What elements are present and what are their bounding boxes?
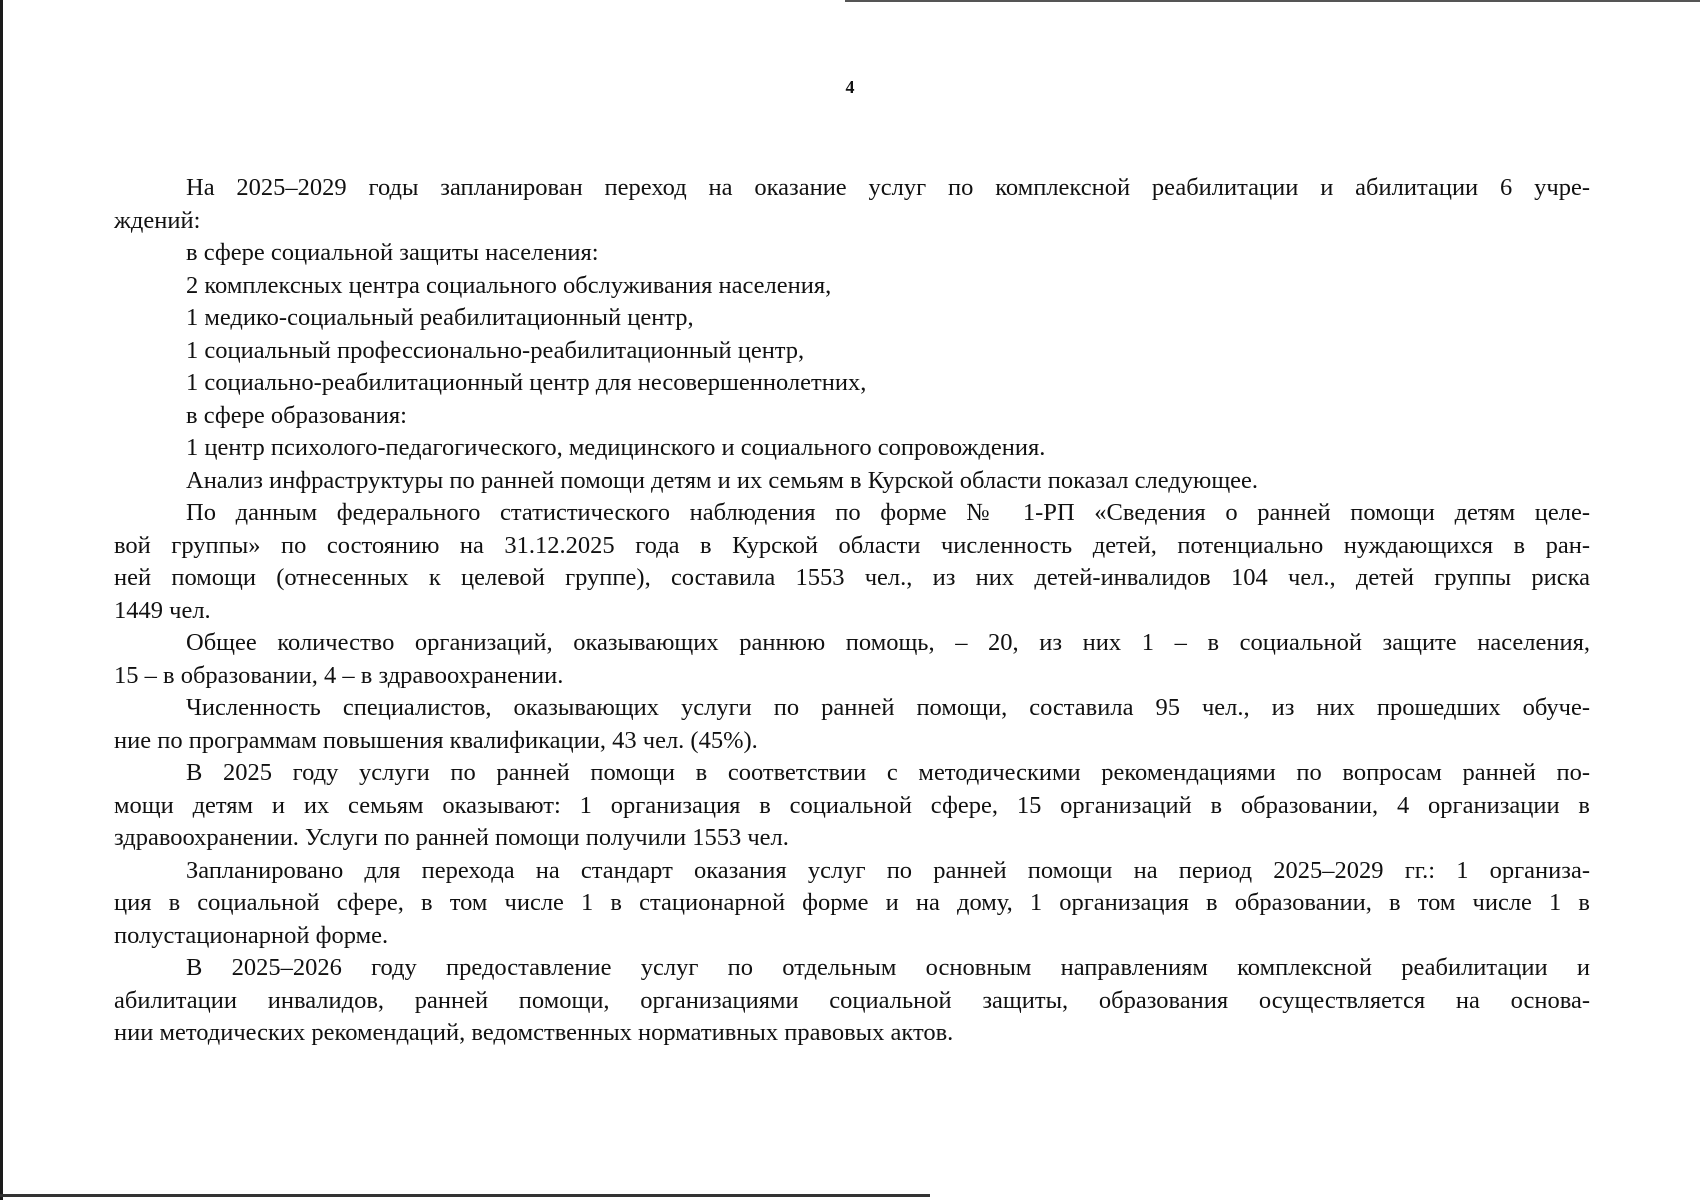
paragraph — [114, 302, 1590, 335]
paragraph-line: нии методических рекомендаций, ведомственных нормативных правовых актов. — [114, 1019, 954, 1046]
paragraph-line: Численность специалистов, оказывающих услуги по ранней помощи, составила 95 чел., из них прошедших обуче- — [186, 694, 1590, 721]
paragraph-line: в сфере социальной защиты населения: — [186, 239, 599, 266]
paragraph-line: В 2025–2026 году предоставление услуг по отдельным основным направлениям комплексной реабилитации и — [186, 954, 1590, 981]
paragraph-line: ние по программам повышения квалификации, 43 чел. (45%). — [114, 726, 758, 754]
scan-border-top — [845, 0, 1700, 2]
paragraph-line: ней помощи (отнесенных к целевой группе), составила 1553 чел., из них детей-инвалидов 104 чел., детей группы риска — [114, 564, 1590, 591]
paragraph — [114, 335, 1590, 368]
paragraph-line: По данным федерального статистического наблюдения по форме № 1-РП «Сведения о ранней помощи детям целе- — [186, 499, 1590, 526]
paragraph-line: 15 – в образовании, 4 – в здравоохранении. — [114, 661, 564, 689]
paragraph-line: В 2025 году услуги по ранней помощи в соответствии с методическими рекомендациями по вопросам ранней по- — [186, 759, 1590, 786]
paragraph — [114, 237, 1590, 270]
paragraph-line: ждений: — [114, 206, 201, 234]
paragraph — [114, 627, 1590, 692]
paragraph — [114, 757, 1590, 855]
paragraph — [114, 367, 1590, 400]
paragraph — [114, 172, 1590, 237]
paragraph-line: здравоохранении. Услуги по ранней помощи получили 1553 чел. — [114, 824, 789, 851]
paragraph — [114, 497, 1590, 627]
paragraph-line: 1449 чел. — [114, 596, 211, 624]
paragraph — [114, 432, 1590, 465]
paragraph-line: 1 центр психолого-педагогического, медицинского и социального сопровождения. — [186, 434, 1046, 461]
paragraph-line: ция в социальной сфере, в том числе 1 в стационарной форме и на дому, 1 организация в образовании, в том числе 1 в — [114, 889, 1590, 916]
page-number: 4 — [845, 77, 855, 97]
paragraph-line: 1 социально-реабилитационный центр для несовершеннолетних, — [186, 369, 867, 396]
paragraph-line: 1 социальный профессионально-реабилитационный центр, — [186, 336, 805, 364]
paragraph-line: в сфере образования: — [186, 401, 407, 429]
paragraph — [114, 400, 1590, 433]
paragraph-line: мощи детям и их семьям оказывают: 1 организация в социальной сфере, 15 организаций в образовании, 4 организации в — [114, 791, 1590, 819]
paragraph-line: На 2025–2029 годы запланирован переход на оказание услуг по комплексной реабилитации и абилитации 6 учре- — [186, 174, 1590, 201]
paragraph-line: 1 медико-социальный реабилитационный центр, — [186, 304, 694, 331]
paragraph — [114, 855, 1590, 953]
paragraph-line: Запланировано для перехода на стандарт оказания услуг по ранней помощи на период 2025–2029 гг.: 1 организа- — [186, 856, 1590, 884]
paragraph-line: абилитации инвалидов, ранней помощи, организациями социальной защиты, образования осуществляется на основа- — [114, 986, 1590, 1014]
paragraph — [114, 952, 1590, 1050]
paragraph-line: вой группы» по состоянию на 31.12.2025 года в Курской области численность детей, потенциально нуждающихся в ран- — [114, 531, 1590, 559]
scan-border-bottom — [0, 1194, 930, 1197]
scan-border-left — [0, 0, 3, 1200]
paragraph — [114, 270, 1590, 303]
paragraph — [114, 465, 1590, 498]
paragraph — [114, 692, 1590, 757]
document-body — [114, 172, 1590, 1050]
paragraph-line: полустационарной форме. — [114, 921, 389, 949]
paragraph-line: 2 комплексных центра социального обслуживания населения, — [186, 271, 832, 299]
paragraph-line: Общее количество организаций, оказывающих раннюю помощь, – 20, из них 1 – в социальной защите населения, — [186, 629, 1590, 656]
paragraph-line: Анализ инфраструктуры по ранней помощи детям и их семьям в Курской области показал следующее. — [186, 466, 1259, 494]
